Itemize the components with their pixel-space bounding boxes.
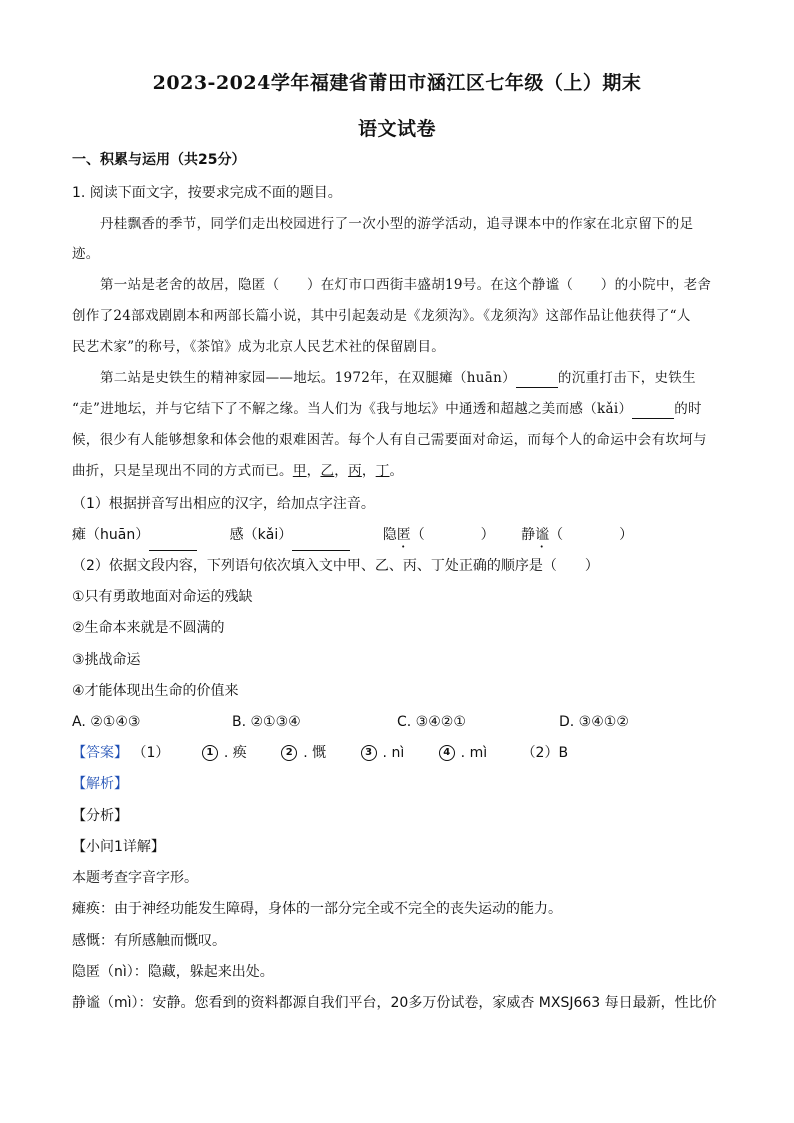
passage-line: 第一站是老舍的故居，隐匿（ ）在灯市口西街丰盛胡19号。在这个静谧（ ）的小院中，老舍 (100, 277, 712, 293)
fill-blank[interactable] (516, 371, 558, 388)
sub-question-1: （1）根据拼音写出相应的汉字，给加点字注音。 (72, 496, 375, 512)
fill-blank[interactable] (149, 534, 197, 551)
question-prompt: 1. 阅读下面文字，按要求完成不面的题目。 (72, 185, 342, 201)
answer-row (72, 743, 722, 763)
fill-label: 感（kǎi） (229, 527, 293, 543)
mark-ding: 丁 (375, 463, 390, 479)
option-d[interactable]: D. ③④①② (559, 714, 629, 730)
mark-bing: 丙 (348, 463, 362, 479)
passage-line (100, 368, 722, 388)
analysis-line: 瘫痪：由于神经功能发生障碍，身体的一部分完全或不完全的丧失运动的能力。 (72, 901, 562, 917)
answer-text: . nì (382, 745, 405, 761)
analysis-fenxi: 【分析】 (72, 808, 128, 824)
analysis-line: 本题考查字音字形。 (72, 870, 198, 886)
passage-text: 曲折，只是呈现出不同的方式而已。 (72, 463, 293, 479)
answer-text: . 痪 (223, 745, 247, 761)
fill-label: 瘫（huān） (72, 527, 150, 543)
circled-number: 1 (202, 745, 218, 761)
passage-line (72, 399, 722, 419)
fill-paren[interactable]: （ ） (410, 527, 495, 543)
dotted-char: 谧 (535, 527, 550, 543)
fill-paren[interactable]: （ ） (549, 527, 634, 543)
fill-label: 隐 (382, 527, 397, 543)
answer-text: . mì (460, 745, 488, 761)
list-item: ②生命本来就是不圆满的 (72, 620, 225, 636)
analysis-line: 隐匿（nì）：隐藏，躲起来出处。 (72, 964, 274, 980)
answer-text: . 慨 (303, 745, 327, 761)
option-b[interactable]: B. ②①③④ (232, 714, 301, 730)
passage-line: 曲折，只是呈现出不同的方式而已。甲，乙，丙，丁。 (72, 463, 404, 479)
section-heading: 一、积累与运用（共25分） (72, 152, 246, 168)
analysis-xiaowen: 【小问1详解】 (72, 839, 165, 855)
sub-question-2: （2）依据文段内容，下列语句依次填入文中甲、乙、丙、丁处正确的顺序是（ ） (72, 558, 599, 574)
answer-item (439, 743, 487, 763)
option-c[interactable]: C. ③④②① (397, 714, 466, 730)
passage-line: 丹桂飘香的季节，同学们走出校园进行了一次小型的游学活动，追寻课本中的作家在北京留下的足 (100, 216, 694, 232)
answer-label: 【答案】 (72, 745, 128, 761)
passage-text: 的沉重打击下，史铁生 (557, 370, 696, 386)
passage-text: 的时 (674, 401, 702, 417)
passage-text: 第二站是史铁生的精神家园——地坛。1972年，在双腿瘫（huān） (100, 370, 516, 386)
fill-blank[interactable] (632, 402, 674, 419)
passage-line: 民艺术家”的称号，《茶馆》成为北京人民艺术社的保留剧目。 (72, 339, 446, 355)
dotted-char: 匿 (396, 527, 411, 543)
list-item: ③挑战命运 (72, 652, 141, 668)
passage-text: “走”进地坛，并与它结下了不解之缘。当人们为《我与地坛》中通透和超越之美而感（kǎi） (72, 401, 633, 417)
fill-label: 静 (521, 527, 536, 543)
circled-number: 4 (439, 745, 455, 761)
analysis-line: 感慨：有所感触而慨叹。 (72, 933, 226, 949)
answer-item (361, 743, 405, 763)
analysis-label: 【解析】 (72, 776, 128, 792)
passage-line: 创作了24部戏剧剧本和两部长篇小说，其中引起轰动是《龙须沟》。《龙须沟》这部作品让他获得了“人 (72, 308, 691, 324)
option-a[interactable]: A. ②①④③ (72, 714, 141, 730)
passage-line: 候，很少有人能够想象和体会他的艰难困苦。每个人有自己需要面对命运，而每个人的命运中会有坎坷与 (72, 432, 707, 448)
passage-line: 迹。 (72, 246, 100, 262)
answer-item (281, 743, 326, 763)
fill-row (72, 525, 722, 551)
answer-part1: （1） (132, 745, 170, 761)
mark-jia: 甲 (292, 463, 307, 479)
list-item: ①只有勇敢地面对命运的残缺 (72, 589, 253, 605)
answer-part2: （2）B (521, 745, 569, 761)
page-title: 2023-2024学年福建省莆田市涵江区七年级（上）期末 (152, 72, 642, 94)
list-item: ④才能体现出生命的价值来 (72, 683, 239, 699)
answer-item (202, 743, 247, 763)
fill-blank[interactable] (292, 534, 350, 551)
mark-yi: 乙 (320, 463, 335, 479)
circled-number: 3 (361, 745, 377, 761)
circled-number: 2 (281, 745, 297, 761)
analysis-line: 静谧（mì）：安静。您看到的资料都源自我们平台，20多万份试卷，家威杏 MXSJ663 每日最新，性比价 (72, 995, 717, 1011)
page-subtitle: 语文试卷 (357, 118, 436, 140)
